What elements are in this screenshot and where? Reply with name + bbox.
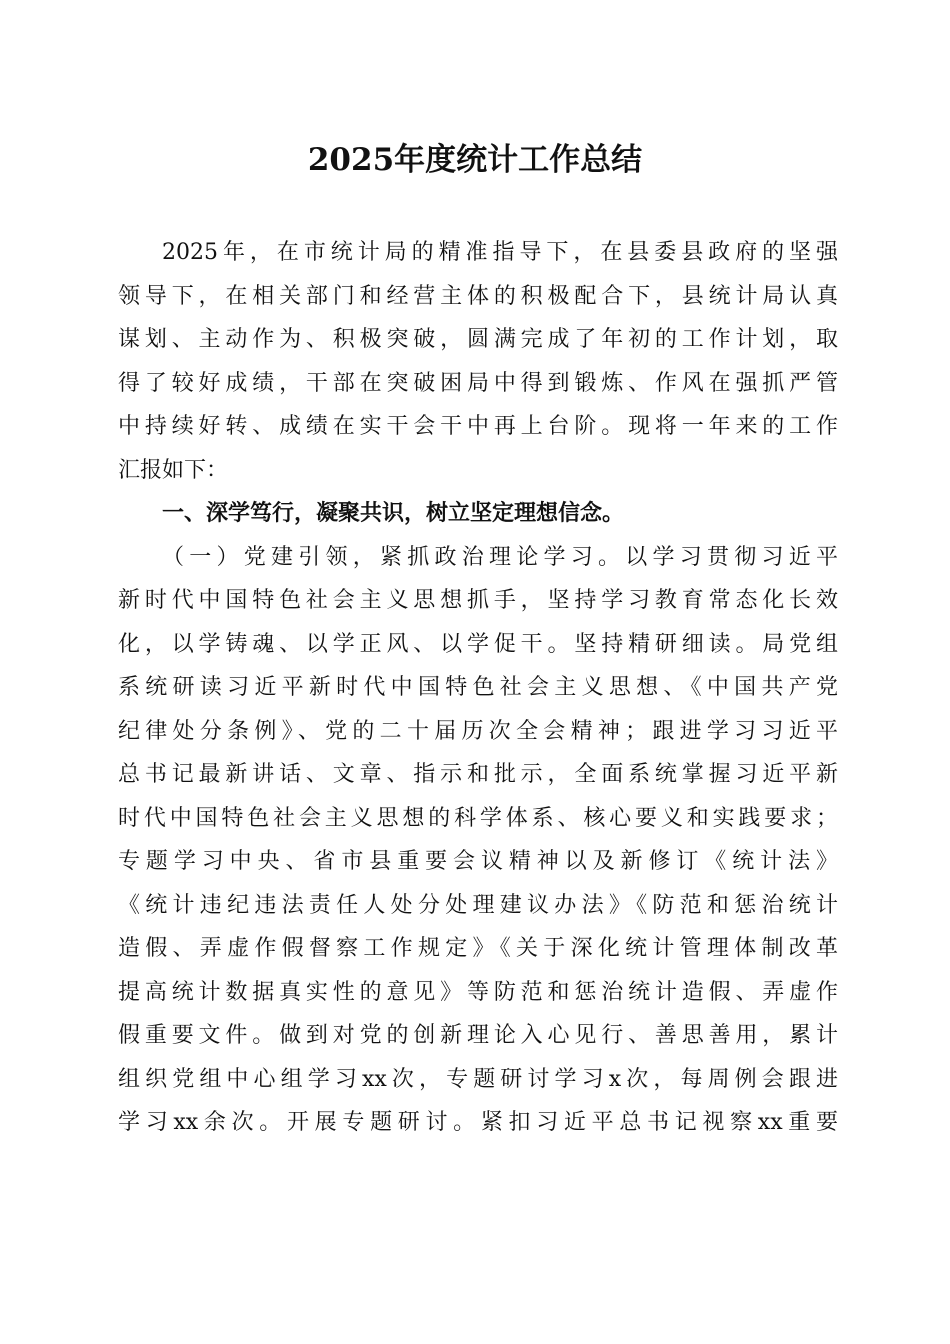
paragraph-line: 时代中国特色社会主义思想的科学体系、核心要义和实践要求； [118,805,838,831]
paragraph-line: 领导下，在相关部门和经营主体的积极配合下，县统计局认真 [118,283,838,309]
paragraph-line: 专题学习中央、省市县重要会议精神以及新修订《统计法》 [118,849,838,874]
paragraph-line: 组织党组中心组学习xx次，专题研讨学习x次，每周例会跟进 [118,1066,838,1092]
paragraph-line: 总书记最新讲话、文章、指示和批示，全面系统掌握习近平新 [118,762,838,787]
paragraph-line: 假重要文件。做到对党的创新理论入心见行、善思善用，累计 [118,1023,838,1048]
paragraph-line: 汇报如下： [118,457,229,483]
document-body [118,231,838,1145]
paragraph-line: 化，以学铸魂、以学正风、以学促干。坚持精研细读。局党组 [118,631,838,657]
document-title: 2025年度统计工作总结 [307,142,643,178]
paragraph-line: 2025年，在市统计局的精准指导下，在县委县政府的坚强 [162,240,838,265]
paragraph-line: 《统计违纪违法责任人处分处理建议办法》《防范和惩治统计 [118,892,838,918]
paragraph-line: 新时代中国特色社会主义思想抓手，坚持学习教育常态化长效 [118,588,838,613]
paragraph-line: 系统研读习近平新时代中国特色社会主义思想、《中国共产党 [118,675,838,700]
paragraph-line: 提高统计数据真实性的意见》等防范和惩治统计造假、弄虚作 [118,979,838,1005]
paragraph-line: 学习xx余次。开展专题研讨。紧扣习近平总书记视察xx重要 [118,1110,838,1135]
paragraph-line: 谋划、主动作为、积极突破，圆满完成了年初的工作计划，取 [118,327,838,352]
paragraph-line: （一）党建引领，紧抓政治理论学习。以学习贯彻习近平 [162,544,838,570]
paragraph-line: 得了较好成绩，干部在突破困局中得到锻炼、作风在强抓严管 [118,370,838,396]
paragraph-line: 中持续好转、成绩在实干会干中再上台阶。现将一年来的工作 [118,414,838,439]
paragraph-line: 纪律处分条例》、党的二十届历次全会精神；跟进学习习近平 [118,718,838,744]
section-heading: 一、深学笃行，凝聚共识，树立坚定理想信念。 [162,501,625,526]
paragraph-line: 造假、弄虚作假督察工作规定》《关于深化统计管理体制改革 [118,936,838,961]
